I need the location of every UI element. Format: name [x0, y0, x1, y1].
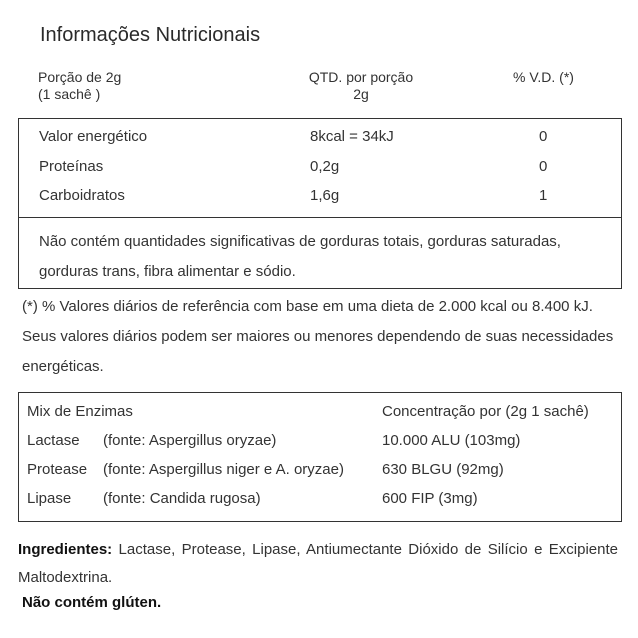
nutrient-quantity: 0,2g — [310, 158, 340, 175]
quantity-header-amount: 2g — [353, 86, 369, 102]
portion-unit: (1 sachê ) — [38, 86, 101, 102]
ingredients-label: Ingredientes: — [18, 541, 113, 558]
ingredients-text — [18, 536, 618, 592]
nutrition-table — [18, 118, 622, 289]
page-title: Informações Nutricionais — [40, 24, 261, 46]
quantity-header — [300, 69, 422, 103]
enzyme-source: (fonte: Candida rugosa) — [103, 490, 261, 507]
enzyme-row — [19, 456, 621, 484]
quantity-header-label: QTD. por porção — [308, 69, 414, 85]
nutrient-row — [19, 185, 621, 207]
nutrient-daily-value: 1 — [539, 187, 548, 204]
gluten-notice: Não contém glúten. — [22, 594, 162, 611]
enzyme-concentration: 10.000 ALU (103mg) — [382, 432, 521, 449]
enzyme-name: Protease — [27, 461, 88, 478]
enzyme-table — [18, 392, 622, 522]
enzyme-name: Lipase — [27, 490, 72, 507]
table-divider — [19, 217, 621, 218]
nutrient-row — [19, 156, 621, 178]
daily-value-footnote: (*) % Valores diários de referência com base em uma dieta de 2.000 kcal ou 8.400 kJ. Seus valores diários podem ser maiores ou menores dependendo de suas necessidades energéticas. — [22, 298, 614, 375]
nutrient-daily-value: 0 — [539, 128, 548, 145]
nutrient-row — [19, 126, 621, 148]
nutrient-name: Carboidratos — [39, 187, 125, 204]
not-significant-notice: Não contém quantidades significativas de gorduras totais, gorduras saturadas, gorduras trans, fibra alimentar e sódio. — [39, 233, 561, 280]
nutrient-daily-value: 0 — [539, 158, 548, 175]
portion-size: Porção de 2g — [38, 69, 122, 85]
enzyme-mix-label: Mix de Enzimas — [27, 403, 133, 420]
nutrient-name: Proteínas — [39, 158, 104, 175]
enzyme-name: Lactase — [27, 432, 80, 449]
enzyme-row — [19, 427, 621, 455]
nutrient-quantity: 1,6g — [310, 187, 340, 204]
enzyme-source: (fonte: Aspergillus oryzae) — [103, 432, 277, 449]
portion-header — [38, 69, 121, 103]
enzyme-header-row — [19, 398, 621, 426]
ingredients-list: Lactase, Protease, Lipase, Antiumectante Dióxido de Silício e Excipiente Maltodextrina. — [18, 541, 618, 586]
nutrient-name: Valor energético — [39, 128, 148, 145]
enzyme-row — [19, 485, 621, 513]
daily-value-header: % V.D. (*) — [513, 69, 574, 85]
nutrient-quantity: 8kcal = 34kJ — [310, 128, 394, 145]
enzyme-concentration: 630 BLGU (92mg) — [382, 461, 504, 478]
enzyme-source: (fonte: Aspergillus niger e A. oryzae) — [103, 461, 344, 478]
enzyme-concentration: 600 FIP (3mg) — [382, 490, 478, 507]
concentration-label: Concentração por (2g 1 sachê) — [382, 403, 589, 420]
